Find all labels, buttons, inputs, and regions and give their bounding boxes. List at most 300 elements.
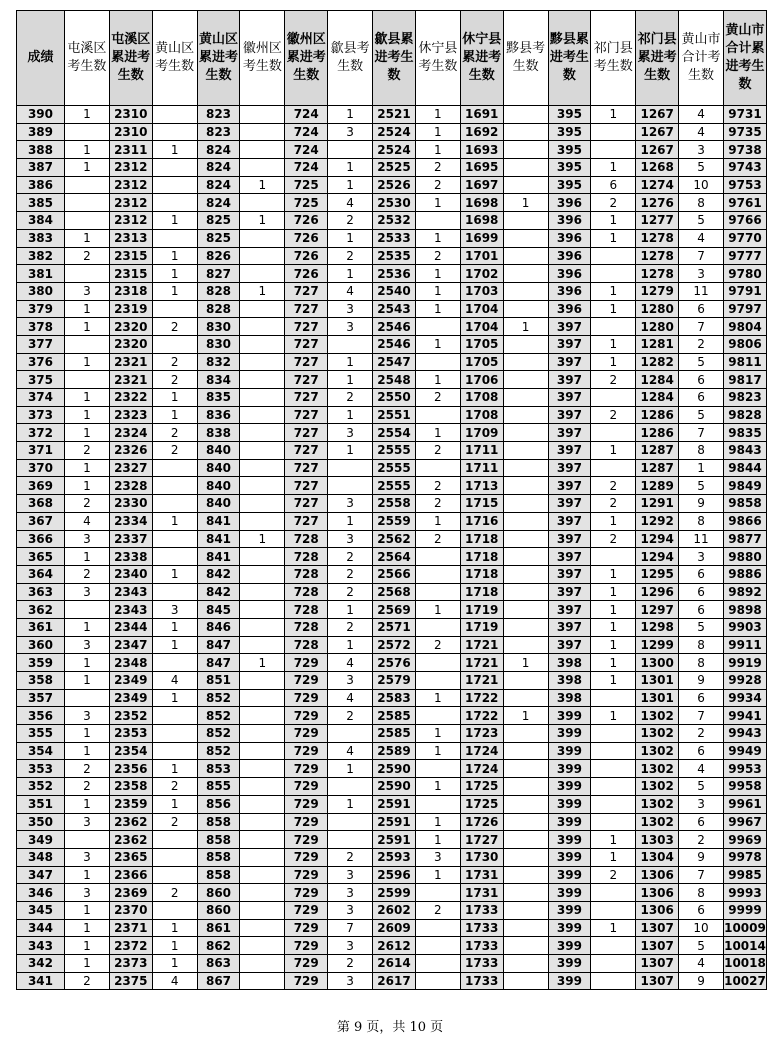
cell-shexian-count: 1 (328, 106, 373, 124)
cell-shexian-count (328, 477, 373, 495)
table-row (17, 725, 767, 743)
cell-huangshan-cumulative: 863 (197, 955, 240, 973)
cell-huangshan-count: 1 (152, 265, 197, 283)
cell-tunxi-count: 1 (64, 229, 109, 247)
table-row (17, 123, 767, 141)
cell-score: 364 (17, 565, 65, 583)
cell-yixian-cumulative: 397 (548, 406, 591, 424)
cell-xiuning-count: 1 (415, 866, 460, 884)
cell-xiuning-cumulative: 1703 (460, 282, 503, 300)
cell-huizhou-cumulative: 729 (285, 919, 328, 937)
cell-shexian-count: 1 (328, 265, 373, 283)
cell-yixian-cumulative: 399 (548, 955, 591, 973)
cell-qimen-count (591, 884, 636, 902)
cell-huizhou-cumulative: 727 (285, 459, 328, 477)
cell-shexian-count: 1 (328, 795, 373, 813)
cell-city-total-cumulative: 9843 (723, 442, 766, 460)
cell-qimen-cumulative: 1296 (636, 583, 679, 601)
cell-xiuning-cumulative: 1725 (460, 795, 503, 813)
cell-qimen-cumulative: 1282 (636, 353, 679, 371)
cell-city-total-count: 9 (679, 972, 724, 990)
cell-yixian-count (503, 424, 548, 442)
cell-yixian-cumulative: 396 (548, 229, 591, 247)
cell-tunxi-count: 1 (64, 424, 109, 442)
table-row (17, 265, 767, 283)
cell-huizhou-count (240, 725, 285, 743)
cell-tunxi-cumulative: 2375 (109, 972, 152, 990)
cell-qimen-cumulative: 1302 (636, 742, 679, 760)
cell-huizhou-cumulative: 726 (285, 229, 328, 247)
cell-huizhou-cumulative: 727 (285, 424, 328, 442)
cell-qimen-count: 2 (591, 477, 636, 495)
cell-huizhou-count (240, 636, 285, 654)
cell-tunxi-cumulative: 2337 (109, 530, 152, 548)
cell-yixian-cumulative: 398 (548, 654, 591, 672)
cell-yixian-cumulative: 397 (548, 459, 591, 477)
cell-huizhou-count (240, 495, 285, 513)
cell-huizhou-cumulative: 729 (285, 848, 328, 866)
cell-score: 348 (17, 848, 65, 866)
cell-score: 353 (17, 760, 65, 778)
cell-huizhou-count (240, 318, 285, 336)
cell-huangshan-cumulative: 824 (197, 176, 240, 194)
cell-qimen-cumulative: 1299 (636, 636, 679, 654)
cell-city-total-cumulative: 9828 (723, 406, 766, 424)
cell-score: 349 (17, 831, 65, 849)
cell-yixian-cumulative: 396 (548, 300, 591, 318)
cell-city-total-count: 3 (679, 795, 724, 813)
header-huangshan-cumulative: 黄山区累进考生数 (197, 11, 240, 106)
table-row (17, 548, 767, 566)
cell-tunxi-cumulative: 2326 (109, 442, 152, 460)
cell-xiuning-cumulative: 1692 (460, 123, 503, 141)
cell-score: 350 (17, 813, 65, 831)
cell-city-total-cumulative: 9761 (723, 194, 766, 212)
cell-xiuning-cumulative: 1706 (460, 371, 503, 389)
cell-huizhou-cumulative: 729 (285, 884, 328, 902)
cell-city-total-cumulative: 9780 (723, 265, 766, 283)
cell-yixian-count (503, 477, 548, 495)
table-row (17, 247, 767, 265)
cell-yixian-cumulative: 397 (548, 636, 591, 654)
table-row (17, 389, 767, 407)
cell-tunxi-count: 3 (64, 884, 109, 902)
cell-shexian-cumulative: 2547 (373, 353, 416, 371)
cell-xiuning-count: 1 (415, 194, 460, 212)
cell-xiuning-count (415, 459, 460, 477)
cell-tunxi-cumulative: 2319 (109, 300, 152, 318)
cell-yixian-cumulative: 399 (548, 760, 591, 778)
cell-score: 361 (17, 618, 65, 636)
cell-tunxi-cumulative: 2322 (109, 389, 152, 407)
cell-yixian-count: 1 (503, 707, 548, 725)
cell-qimen-count: 1 (591, 565, 636, 583)
cell-score: 386 (17, 176, 65, 194)
cell-shexian-cumulative: 2558 (373, 495, 416, 513)
cell-huizhou-count (240, 406, 285, 424)
cell-yixian-cumulative: 399 (548, 884, 591, 902)
header-score: 成绩 (17, 11, 65, 106)
cell-tunxi-count: 1 (64, 901, 109, 919)
cell-huangshan-count (152, 654, 197, 672)
cell-city-total-count: 6 (679, 901, 724, 919)
cell-qimen-cumulative: 1268 (636, 159, 679, 177)
cell-shexian-cumulative: 2591 (373, 831, 416, 849)
cell-yixian-count (503, 442, 548, 460)
cell-city-total-count: 5 (679, 937, 724, 955)
cell-score: 375 (17, 371, 65, 389)
cell-shexian-count: 7 (328, 919, 373, 937)
cell-huangshan-count (152, 742, 197, 760)
cell-yixian-cumulative: 395 (548, 123, 591, 141)
cell-tunxi-count: 2 (64, 495, 109, 513)
cell-huangshan-count: 3 (152, 601, 197, 619)
cell-huizhou-count (240, 300, 285, 318)
cell-shexian-count: 2 (328, 848, 373, 866)
cell-shexian-cumulative: 2591 (373, 813, 416, 831)
cell-xiuning-cumulative: 1724 (460, 742, 503, 760)
cell-city-total-cumulative: 9903 (723, 618, 766, 636)
header-qimen-cumulative: 祁门县累进考生数 (636, 11, 679, 106)
cell-shexian-count: 2 (328, 389, 373, 407)
table-body (17, 106, 767, 990)
cell-score: 366 (17, 530, 65, 548)
cell-qimen-count (591, 760, 636, 778)
cell-huangshan-cumulative: 827 (197, 265, 240, 283)
cell-qimen-cumulative: 1284 (636, 371, 679, 389)
cell-score: 389 (17, 123, 65, 141)
cell-huizhou-count (240, 477, 285, 495)
cell-huizhou-cumulative: 727 (285, 335, 328, 353)
cell-huangshan-cumulative: 840 (197, 459, 240, 477)
cell-huangshan-count (152, 707, 197, 725)
cell-qimen-count: 1 (591, 335, 636, 353)
cell-yixian-count (503, 583, 548, 601)
cell-qimen-cumulative: 1276 (636, 194, 679, 212)
cell-city-total-count: 4 (679, 123, 724, 141)
cell-xiuning-count (415, 760, 460, 778)
table-row (17, 141, 767, 159)
cell-huizhou-count (240, 689, 285, 707)
cell-huizhou-count (240, 618, 285, 636)
cell-shexian-cumulative: 2572 (373, 636, 416, 654)
cell-huangshan-count: 1 (152, 618, 197, 636)
cell-tunxi-count: 2 (64, 778, 109, 796)
cell-huizhou-count (240, 265, 285, 283)
cell-shexian-cumulative: 2583 (373, 689, 416, 707)
cell-huangshan-count (152, 176, 197, 194)
cell-xiuning-cumulative: 1698 (460, 194, 503, 212)
cell-huizhou-count (240, 795, 285, 813)
cell-huangshan-cumulative: 823 (197, 106, 240, 124)
cell-xiuning-count: 1 (415, 778, 460, 796)
cell-huizhou-count (240, 866, 285, 884)
cell-xiuning-cumulative: 1721 (460, 672, 503, 690)
cell-huangshan-count: 1 (152, 689, 197, 707)
cell-tunxi-count: 3 (64, 583, 109, 601)
cell-city-total-cumulative: 9766 (723, 212, 766, 230)
cell-xiuning-count: 1 (415, 742, 460, 760)
cell-city-total-cumulative: 9967 (723, 813, 766, 831)
cell-score: 352 (17, 778, 65, 796)
cell-qimen-count: 1 (591, 636, 636, 654)
cell-shexian-count: 1 (328, 636, 373, 654)
header-shexian-cumulative: 歙县累进考生数 (373, 11, 416, 106)
cell-city-total-count: 4 (679, 229, 724, 247)
cell-huizhou-cumulative: 729 (285, 707, 328, 725)
table-row (17, 848, 767, 866)
cell-city-total-count: 5 (679, 477, 724, 495)
cell-huizhou-cumulative: 727 (285, 406, 328, 424)
cell-score: 343 (17, 937, 65, 955)
cell-huangshan-cumulative: 845 (197, 601, 240, 619)
cell-xiuning-cumulative: 1733 (460, 901, 503, 919)
cell-huizhou-count (240, 229, 285, 247)
cell-qimen-count: 1 (591, 654, 636, 672)
cell-qimen-cumulative: 1287 (636, 442, 679, 460)
cell-huizhou-cumulative: 729 (285, 955, 328, 973)
cell-qimen-cumulative: 1298 (636, 618, 679, 636)
cell-tunxi-cumulative: 2358 (109, 778, 152, 796)
cell-qimen-count: 2 (591, 406, 636, 424)
cell-city-total-count: 5 (679, 353, 724, 371)
cell-huangshan-cumulative: 828 (197, 282, 240, 300)
table-row (17, 318, 767, 336)
cell-tunxi-cumulative: 2310 (109, 123, 152, 141)
header-xiuning-count: 休宁县考生数 (415, 11, 460, 106)
cell-yixian-count (503, 919, 548, 937)
cell-yixian-count (503, 901, 548, 919)
cell-shexian-count: 4 (328, 689, 373, 707)
header-row (17, 11, 767, 106)
cell-huangshan-count (152, 300, 197, 318)
cell-city-total-cumulative: 9731 (723, 106, 766, 124)
cell-tunxi-count (64, 265, 109, 283)
cell-huangshan-count (152, 106, 197, 124)
cell-huangshan-count: 4 (152, 672, 197, 690)
cell-tunxi-cumulative: 2373 (109, 955, 152, 973)
cell-qimen-count: 2 (591, 371, 636, 389)
cell-huizhou-cumulative: 729 (285, 831, 328, 849)
cell-qimen-cumulative: 1300 (636, 654, 679, 672)
cell-score: 384 (17, 212, 65, 230)
cell-xiuning-count: 1 (415, 424, 460, 442)
cell-qimen-cumulative: 1297 (636, 601, 679, 619)
cell-tunxi-count: 1 (64, 353, 109, 371)
cell-qimen-cumulative: 1267 (636, 106, 679, 124)
cell-city-total-cumulative: 10018 (724, 956, 766, 971)
cell-yixian-cumulative: 397 (548, 601, 591, 619)
cell-huangshan-cumulative: 840 (197, 442, 240, 460)
cell-city-total-count: 2 (679, 725, 724, 743)
cell-qimen-cumulative: 1279 (636, 282, 679, 300)
cell-tunxi-count: 1 (64, 919, 109, 937)
cell-xiuning-count (415, 583, 460, 601)
cell-qimen-count: 1 (591, 300, 636, 318)
cell-xiuning-count: 1 (415, 300, 460, 318)
cell-score: 345 (17, 901, 65, 919)
table-row (17, 335, 767, 353)
cell-yixian-count (503, 972, 548, 990)
cell-shexian-count: 2 (328, 548, 373, 566)
cell-score: 367 (17, 512, 65, 530)
cell-tunxi-cumulative: 2343 (109, 601, 152, 619)
cell-huangshan-count: 1 (152, 565, 197, 583)
cell-huizhou-count (240, 548, 285, 566)
cell-city-total-cumulative: 9999 (723, 901, 766, 919)
cell-yixian-count (503, 371, 548, 389)
cell-yixian-count (503, 742, 548, 760)
cell-qimen-count (591, 318, 636, 336)
cell-huangshan-count (152, 335, 197, 353)
cell-score: 369 (17, 477, 65, 495)
cell-qimen-cumulative: 1302 (636, 725, 679, 743)
cell-huangshan-cumulative: 825 (197, 229, 240, 247)
cell-city-total-cumulative: 9791 (723, 282, 766, 300)
cell-yixian-cumulative: 399 (548, 919, 591, 937)
header-huangshan-count: 黄山区考生数 (152, 11, 197, 106)
cell-yixian-cumulative: 397 (548, 583, 591, 601)
cell-huangshan-cumulative: 852 (197, 707, 240, 725)
cell-xiuning-count: 2 (415, 477, 460, 495)
cell-score: 380 (17, 282, 65, 300)
cell-xiuning-cumulative: 1708 (460, 389, 503, 407)
cell-yixian-count (503, 601, 548, 619)
cell-yixian-count (503, 672, 548, 690)
header-city-total-count: 黄山市合计考生数 (679, 11, 724, 106)
table-row (17, 371, 767, 389)
cell-qimen-count (591, 813, 636, 831)
cell-qimen-count (591, 795, 636, 813)
cell-yixian-cumulative: 397 (548, 618, 591, 636)
cell-shexian-cumulative: 2551 (373, 406, 416, 424)
cell-shexian-count: 3 (328, 937, 373, 955)
cell-huizhou-cumulative: 724 (285, 123, 328, 141)
cell-huangshan-cumulative: 823 (197, 123, 240, 141)
cell-qimen-cumulative: 1280 (636, 318, 679, 336)
cell-huizhou-count (240, 159, 285, 177)
cell-qimen-cumulative: 1280 (636, 300, 679, 318)
cell-qimen-count (591, 141, 636, 159)
cell-shexian-cumulative: 2566 (373, 565, 416, 583)
cell-huizhou-cumulative: 728 (285, 583, 328, 601)
cell-shexian-cumulative: 2524 (373, 123, 416, 141)
cell-city-total-count: 6 (679, 583, 724, 601)
cell-qimen-cumulative: 1274 (636, 176, 679, 194)
cell-yixian-cumulative: 395 (548, 159, 591, 177)
cell-tunxi-count: 4 (64, 512, 109, 530)
cell-huangshan-cumulative: 852 (197, 725, 240, 743)
cell-huangshan-cumulative: 838 (197, 424, 240, 442)
cell-city-total-cumulative: 9886 (723, 565, 766, 583)
cell-qimen-cumulative: 1289 (636, 477, 679, 495)
cell-huizhou-count (240, 672, 285, 690)
cell-city-total-count: 5 (679, 212, 724, 230)
cell-huangshan-count: 2 (152, 353, 197, 371)
cell-qimen-count (591, 901, 636, 919)
cell-qimen-count: 1 (591, 512, 636, 530)
cell-huangshan-cumulative: 834 (197, 371, 240, 389)
cell-city-total-cumulative: 9866 (723, 512, 766, 530)
cell-yixian-cumulative: 395 (548, 141, 591, 159)
cell-huangshan-cumulative: 841 (197, 530, 240, 548)
cell-xiuning-count (415, 672, 460, 690)
cell-score: 347 (17, 866, 65, 884)
cell-xiuning-cumulative: 1709 (460, 424, 503, 442)
header-huizhou-count: 徽州区考生数 (240, 11, 285, 106)
cell-xiuning-count: 2 (415, 176, 460, 194)
cell-huizhou-count: 1 (240, 282, 285, 300)
cell-tunxi-cumulative: 2313 (109, 229, 152, 247)
cell-yixian-cumulative: 395 (548, 106, 591, 124)
cell-yixian-count (503, 760, 548, 778)
cell-yixian-cumulative: 396 (548, 282, 591, 300)
cell-qimen-cumulative: 1307 (636, 955, 679, 973)
cell-shexian-count: 1 (328, 760, 373, 778)
cell-tunxi-count: 1 (64, 618, 109, 636)
cell-huizhou-count (240, 937, 285, 955)
cell-city-total-cumulative: 9958 (723, 778, 766, 796)
table-row (17, 353, 767, 371)
cell-city-total-count: 4 (679, 955, 724, 973)
cell-huangshan-cumulative: 842 (197, 583, 240, 601)
cell-yixian-count (503, 247, 548, 265)
cell-xiuning-cumulative: 1733 (460, 955, 503, 973)
cell-yixian-count (503, 389, 548, 407)
cell-tunxi-count (64, 371, 109, 389)
cell-shexian-count: 4 (328, 654, 373, 672)
table-row (17, 565, 767, 583)
cell-xiuning-cumulative: 1722 (460, 689, 503, 707)
cell-xiuning-count: 1 (415, 229, 460, 247)
cell-score: 355 (17, 725, 65, 743)
cell-qimen-count: 1 (591, 831, 636, 849)
cell-xiuning-count: 1 (415, 282, 460, 300)
cell-shexian-cumulative: 2526 (373, 176, 416, 194)
cell-shexian-cumulative: 2530 (373, 194, 416, 212)
cell-yixian-cumulative: 399 (548, 813, 591, 831)
cell-xiuning-cumulative: 1733 (460, 972, 503, 990)
cell-huangshan-cumulative: 862 (197, 937, 240, 955)
cell-xiuning-count: 1 (415, 141, 460, 159)
cell-city-total-cumulative: 9911 (723, 636, 766, 654)
cell-yixian-cumulative: 397 (548, 477, 591, 495)
cell-city-total-cumulative: 9777 (723, 247, 766, 265)
cell-yixian-cumulative: 399 (548, 972, 591, 990)
cell-huizhou-count (240, 583, 285, 601)
cell-huizhou-count (240, 141, 285, 159)
cell-qimen-cumulative: 1307 (636, 972, 679, 990)
cell-city-total-count: 8 (679, 442, 724, 460)
cell-xiuning-count: 3 (415, 848, 460, 866)
page-footer: 第 9 页，共 10 页 (336, 1020, 444, 1035)
cell-yixian-count (503, 548, 548, 566)
cell-huangshan-count (152, 530, 197, 548)
cell-qimen-cumulative: 1303 (636, 831, 679, 849)
cell-city-total-cumulative: 9806 (723, 335, 766, 353)
cell-huangshan-count: 1 (152, 406, 197, 424)
table-row (17, 618, 767, 636)
cell-huizhou-cumulative: 724 (285, 141, 328, 159)
cell-huizhou-cumulative: 729 (285, 725, 328, 743)
cell-huizhou-cumulative: 727 (285, 477, 328, 495)
cell-city-total-count: 4 (679, 106, 724, 124)
cell-score: 388 (17, 141, 65, 159)
cell-shexian-count: 1 (328, 512, 373, 530)
cell-yixian-cumulative: 397 (548, 530, 591, 548)
cell-huizhou-cumulative: 729 (285, 672, 328, 690)
cell-huizhou-cumulative: 727 (285, 282, 328, 300)
